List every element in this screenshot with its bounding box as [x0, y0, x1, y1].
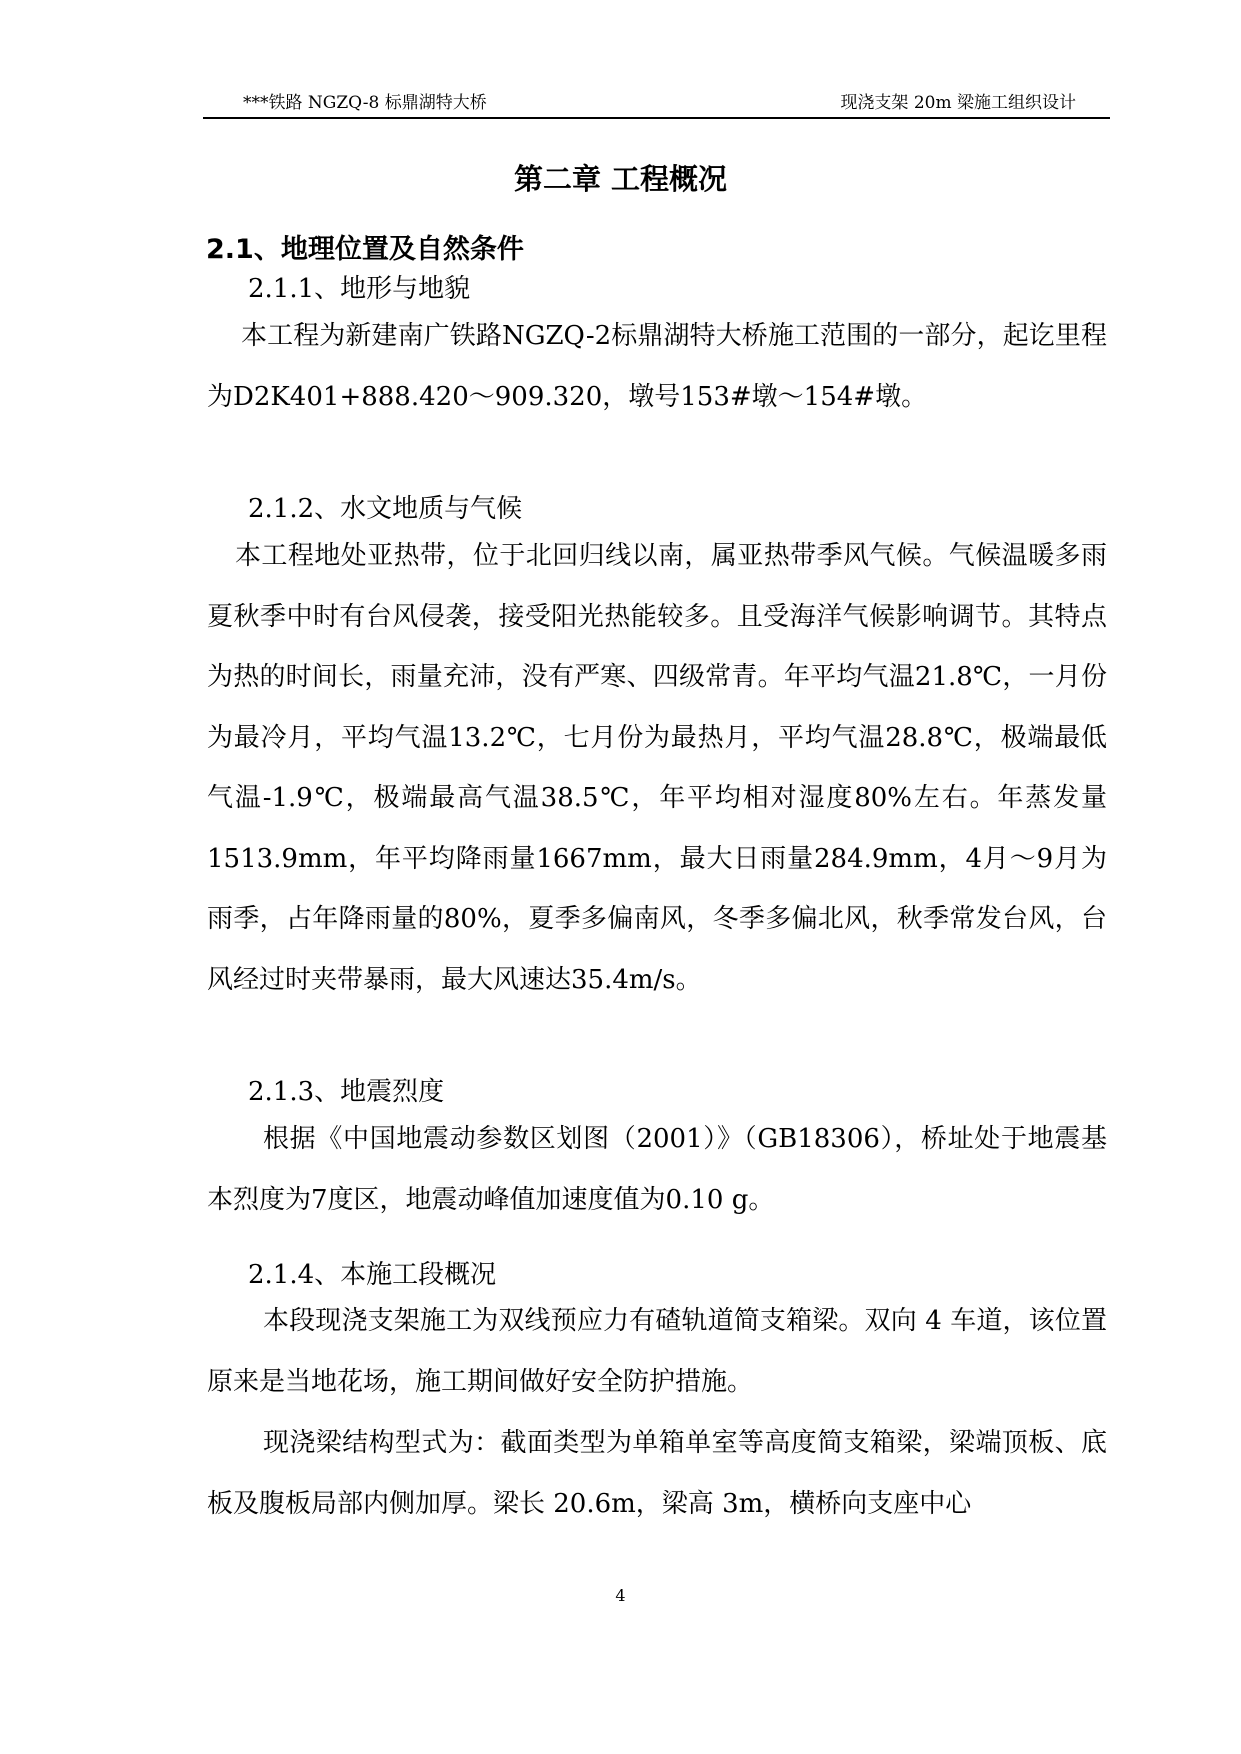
paragraph-terrain: 本工程为新建南广铁路NGZQ-2标鼎湖特大桥施工范围的一部分，起讫里程为D2K401+888.420～909.320，墩号153#墩～154#墩。: [207, 321, 1107, 412]
paragraph-structure: 现浇梁结构型式为：截面类型为单箱单室等高度简支箱梁，梁端顶板、底板及腹板局部内侧加厚。梁长 20.6m，梁高 3m，横桥向支座中心: [207, 1428, 1107, 1519]
header-right-text: 现浇支架 20m 梁施工组织设计: [840, 93, 1076, 113]
subsection-heading-3: 2.1.3、地震烈度: [248, 1077, 445, 1107]
paragraph-seismic: 根据《中国地震动参数区划图（2001）》（GB18306），桥址处于地震基本烈度为7度区，地震动峰值加速度值为0.10 g。: [207, 1124, 1107, 1215]
section-heading: 2.1、地理位置及自然条件: [206, 234, 524, 265]
page-header: [203, 84, 1110, 119]
paragraph-climate: 本工程地处亚热带，位于北回归线以南，属亚热带季风气候。气候温暖多雨夏秋季中时有台风侵袭，接受阳光热能较多。且受海洋气候影响调节。其特点为热的时间长，雨量充沛，没有严寒、四级常青。年平均气温21.8℃，一月份为最冷月，平均气温13.2℃，七月份为最热月，平均气温28.8℃，极端最低气温-1.9℃，极端最高气温38.5℃，年平均相对湿度80%左右。年蒸发量1513.9mm，年平均降雨量1667mm，最大日雨量284.9mm，4月～9月为雨季，占年降雨量的80%，夏季多偏南风，冬季多偏北风，秋季常发台风，台风经过时夹带暴雨，最大风速达35.4m/s。: [207, 541, 1107, 995]
subsection-heading-4: 2.1.4、本施工段概况: [248, 1260, 497, 1290]
header-left-text: ***铁路 NGZQ-8 标鼎湖特大桥: [243, 93, 487, 113]
chapter-title: 第二章 工程概况: [513, 162, 728, 196]
page-number: 4: [615, 1586, 626, 1605]
paragraph-section-overview: 本段现浇支架施工为双线预应力有碴轨道简支箱梁。双向 4 车道，该位置原来是当地花场，施工期间做好安全防护措施。: [207, 1306, 1107, 1397]
subsection-heading-1: 2.1.1、地形与地貌: [248, 274, 471, 304]
subsection-heading-2: 2.1.2、水文地质与气候: [248, 494, 523, 524]
